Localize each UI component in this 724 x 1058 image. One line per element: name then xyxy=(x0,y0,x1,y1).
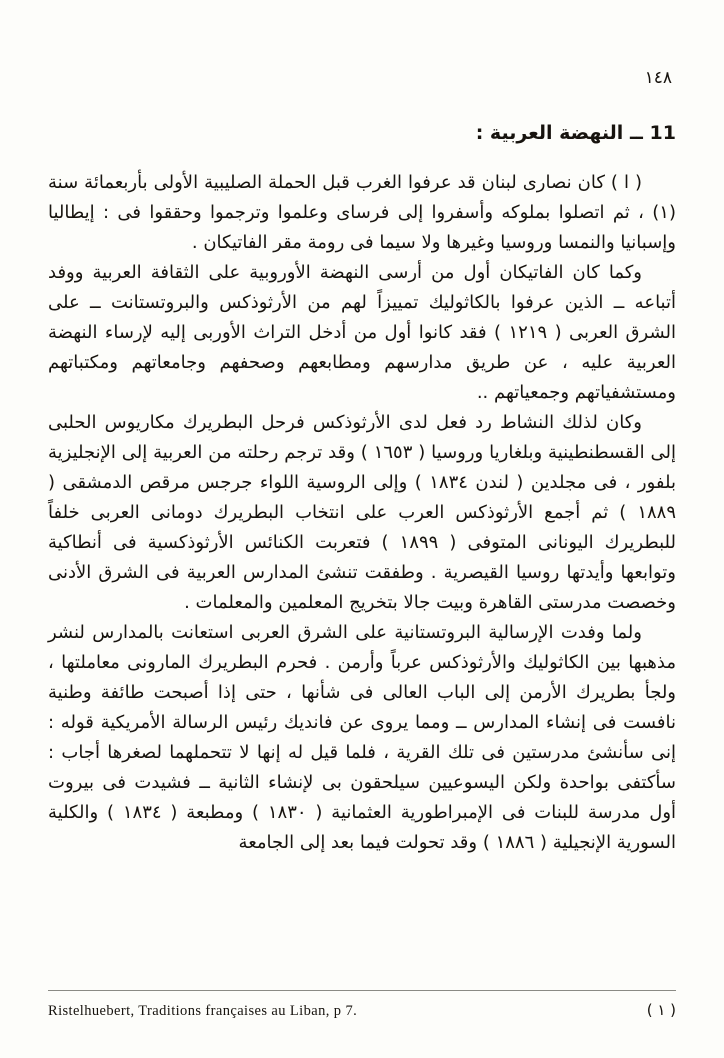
footnote-citation: Ristelhuebert, Traditions françaises au Liban, p 7. xyxy=(48,1003,358,1019)
paragraph-3: وكان لذلك النشاط رد فعل لدى الأرثوذكس فرحل البطريرك مكاريوس الحلبى إلى القسطنطينية وبلغاريا وروسيا ( ١٦٥٣ ) وقد ترجم رحلته من العربية إلى الإنجليزية بلفور ، فى مجلدين ( لندن ١٨٣٤ ) وإلى الروسية اللواء جرجس مرقص الدمشقى ( ١٨٨٩ ) ثم أجمع الأرثوذكس العرب على انتخاب البطريرك دومانى العربى خلفاً للبطريرك اليونانى المتوفى ( ١٨٩٩ ) فتعربت الكنائس الأرثوذكسية فى أنطاكية وتوابعها وأيدتها روسيا القيصرية . وطفقت تنشئ المدارس العربية فى الشرق الأدنى وخصصت مدرستى القاهرة وبيت جالا بتخريج المعلمين والمعلمات . xyxy=(48,412,676,613)
paragraph-4: ولما وفدت الإرسالية البروتستانية على الشرق العربى استعانت بالمدارس لنشر مذهبها بين الكاثوليك والأرثوذكس عرباً وأرمن . فحرم البطريرك المارونى معاملتها ، ولجأ بطريرك الأرمن إلى الباب العالى فى شأنها ، حتى إذا أصبحت طائفة وطنية نافست فى إنشاء المدارس ــ ومما يروى عن فانديك رئيس الرسالة الأمريكية قوله : إنى سأنشئ مدرستين فى تلك القرية ، فلما قيل له إنها لا تتحملهما لصغرها أجاب : سأكتفى بواحدة ولكن اليسوعيين سيلحقون بى لإنشاء الثانية ــ فشيدت فى بيروت أول مدرسة للبنات فى الإمبراطورية العثمانية ( ١٨٣٠ ) ومطبعة ( ١٨٣٤ ) والكلية السورية الإنجيلية ( ١٨٨٦ ) وقد تحولت فيما بعد إلى الجامعة xyxy=(48,622,677,853)
page-number: ١٤٨ xyxy=(644,68,672,88)
footnote-area xyxy=(48,982,676,1020)
section-heading: 11 ــ النهضة العربية : xyxy=(475,122,676,144)
page-body xyxy=(48,168,676,858)
footnote-divider xyxy=(48,990,676,991)
paragraph-2: وكما كان الفاتيكان أول من أرسى النهضة الأوروبية على الثقافة العربية ووفد أتباعه ــ الذين عرفوا بالكاثوليك تمييزاً لهم من الأرثوذكس والبروتستانت ــ على الشرق العربى ( ١٢١٩ ) فقد كانوا أول من أدخل التراث الأوربى إليه لإرساء النهضة العربية عليه ، عن طريق مدارسهم ومطابعهم وصحفهم وجامعاتهم ومكتباتهم ومستشفياتهم وجمعياتهم .. xyxy=(48,262,676,403)
footnote-marker: ( ١ ) xyxy=(646,1001,676,1019)
paragraph-1: ( ا ) كان نصارى لبنان قد عرفوا الغرب قبل الحملة الصليبية الأولى بأربعمائة سنة (١) ، ثم اتصلوا بملوكه وأسفروا إلى فرساى وعلموا وترجموا وحققوا فى : إيطاليا وإسبانيا والنمسا وروسيا وغيرها ولا سيما فى رومة مقر الفاتيكان . xyxy=(48,172,676,253)
